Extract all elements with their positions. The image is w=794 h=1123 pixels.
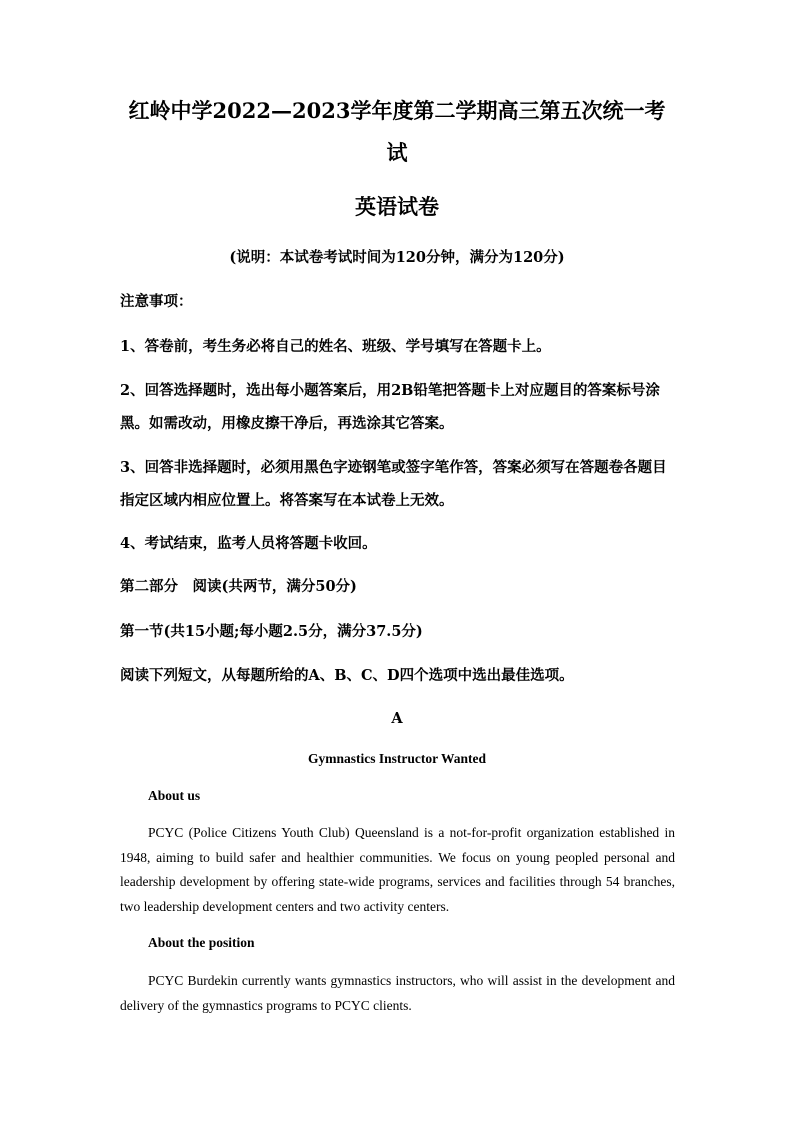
paper-title: 英语试卷 [355,194,439,219]
about-position-heading: About the position [148,935,255,950]
reading-direction: 阅读下列短文，从每题所给的A、B、C、D四个选项中选出最佳选项。 [120,667,574,684]
part2-heading: 第二部分 阅读(共两节，满分50分) [120,578,357,595]
about-us-text: PCYC (Police Citizens Youth Club) Queensland is a not-for-profit organization established in 1948, aiming to build safer and healthier communities. We focus on young peopled personal and leadership development by offering state-wide programs, services and facilities through 54 branches, two leadership development centers and two activity centers. [120,825,675,914]
passage-label: A [391,710,403,727]
instruction-item: 1、答卷前，考生务必将自己的姓名、班级、学号填写在答题卡上。 [120,338,551,355]
passage-title: Gymnastics Instructor Wanted [307,751,486,766]
instruction-item: 4、考试结束，监考人员将答题卡收回。 [120,535,377,552]
about-us-heading: About us [148,788,201,803]
instructions-heading: 注意事项： [120,293,193,310]
exam-note: (说明：本试卷考试时间为120分钟，满分为120分) [229,249,565,266]
about-position-text: PCYC Burdekin currently wants gymnastics instructors, who will assist in the development and delivery of the gymnastics programs to PCYC clients. [120,973,675,1013]
section1-heading: 第一节(共15小题;每小题2.5分，满分37.5分) [120,623,423,640]
instruction-item: 2、回答选择题时，选出每小题答案后，用2B铅笔把答题卡上对应题目的答案标号涂黑。如需改动，用橡皮擦干净后，再选涂其它答案。 [120,382,660,432]
instruction-item: 3、回答非选择题时，必须用黑色字迹钢笔或签字笔作答，答案必须写在答题卷各题目指定区域内相应位置上。将答案写在本试卷上无效。 [120,459,667,509]
exam-title: 红岭中学2022—2023学年度第二学期高三第五次统一考试 [128,98,666,165]
